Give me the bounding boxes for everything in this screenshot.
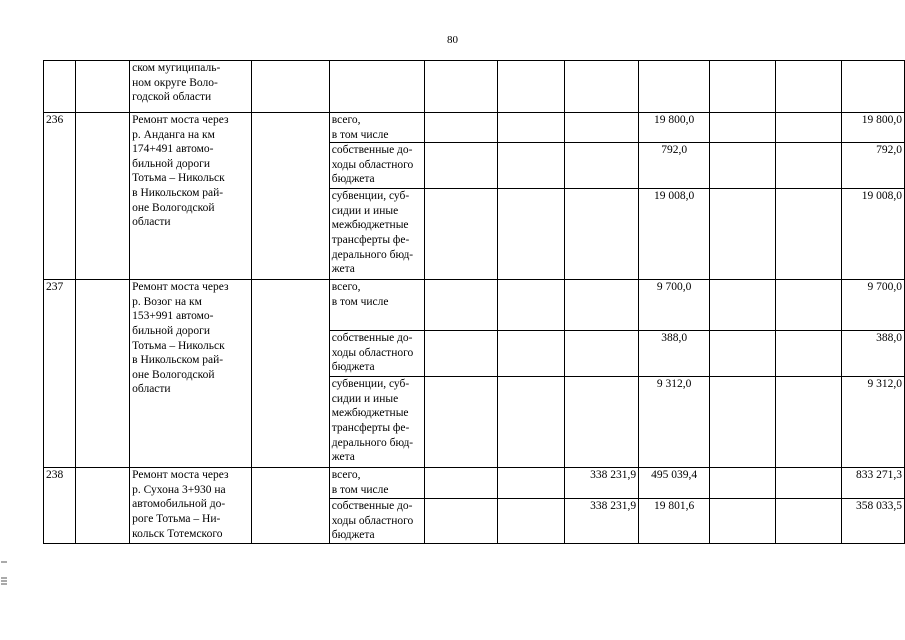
value-col9: 338 231,9: [565, 499, 639, 544]
table-body: [44, 61, 905, 544]
table-cell: [710, 280, 776, 331]
value-total: 792,0: [842, 143, 905, 189]
table-cell: [497, 189, 565, 280]
table-cell: [76, 280, 130, 468]
table-cell: [497, 61, 565, 113]
funding-source: собственные до- ходы областного бюджета: [329, 499, 425, 544]
table-cell: [44, 61, 76, 113]
continued-object-name: ском мугиципаль- ном округе Воло- годской области: [130, 61, 252, 113]
table-cell: [251, 468, 329, 544]
table-cell: [425, 468, 497, 499]
table-cell: [497, 143, 565, 189]
table-cell: [425, 280, 497, 331]
table-row: [44, 61, 905, 113]
funding-source: всего, в том числе: [329, 280, 425, 331]
table-cell: [76, 113, 130, 280]
table-cell: [710, 331, 776, 377]
value-col10: 9 312,0: [639, 377, 710, 468]
table-cell: [497, 377, 565, 468]
funding-source: субвенции, суб- сидии и иные межбюджетные трансферты фе- дерального бюд- жета: [329, 189, 425, 280]
table-cell: [710, 189, 776, 280]
table-cell: [776, 143, 842, 189]
value-total: 19 008,0: [842, 189, 905, 280]
table-cell: [710, 113, 776, 143]
table-cell: [425, 189, 497, 280]
row-number: 237: [44, 280, 76, 468]
table-cell: [76, 468, 130, 544]
table-cell: [497, 280, 565, 331]
table-cell: [842, 61, 905, 113]
table-cell: [329, 61, 425, 113]
table-cell: [251, 280, 329, 468]
funding-source: всего, в том числе: [329, 468, 425, 499]
table-cell: [251, 113, 329, 280]
table-cell: [776, 468, 842, 499]
funding-source: всего, в том числе: [329, 113, 425, 143]
value-col9: [565, 377, 639, 468]
value-col10: 9 700,0: [639, 280, 710, 331]
value-col10: 19 801,6: [639, 499, 710, 544]
table-cell: [776, 189, 842, 280]
table-cell: [776, 61, 842, 113]
value-total: 388,0: [842, 331, 905, 377]
table-cell: [497, 113, 565, 143]
value-col10: 495 039,4: [639, 468, 710, 499]
object-name: Ремонт моста через р. Сухона 3+930 на автомобильной до- роге Тотьма – Ни- кольск Тотемского: [130, 468, 252, 544]
row-number: 238: [44, 468, 76, 544]
table-cell: [710, 468, 776, 499]
table-row: [44, 113, 905, 143]
value-total: 9 700,0: [842, 280, 905, 331]
value-col9: [565, 280, 639, 331]
value-col10: 19 800,0: [639, 113, 710, 143]
value-col10: 792,0: [639, 143, 710, 189]
value-col9: [565, 189, 639, 280]
table-cell: [776, 499, 842, 544]
table-cell: [76, 61, 130, 113]
object-name: Ремонт моста через р. Возог на км 153+991 автомо- бильной дороги Тотьма – Никольск в Никольском рай- оне Вологодской области: [130, 280, 252, 468]
table-cell: [710, 143, 776, 189]
table-cell: [497, 331, 565, 377]
table-cell: [776, 280, 842, 331]
value-col9: [565, 331, 639, 377]
table-row: [44, 280, 905, 331]
table-row: [44, 468, 905, 499]
table-cell: [425, 377, 497, 468]
table-cell: [776, 377, 842, 468]
budget-table: [43, 60, 905, 544]
table-cell: [565, 61, 639, 113]
table-cell: [639, 61, 710, 113]
table-cell: [425, 113, 497, 143]
page-number: 80: [447, 34, 458, 46]
value-col9: [565, 143, 639, 189]
value-col10: 19 008,0: [639, 189, 710, 280]
table-cell: [251, 61, 329, 113]
value-total: 833 271,3: [842, 468, 905, 499]
funding-source: собственные до- ходы областного бюджета: [329, 143, 425, 189]
value-col9: [565, 113, 639, 143]
table-cell: [710, 61, 776, 113]
table-cell: [497, 499, 565, 544]
table-cell: [425, 61, 497, 113]
value-total: 9 312,0: [842, 377, 905, 468]
funding-source: субвенции, суб- сидии и иные межбюджетные трансферты фе- дерального бюд- жета: [329, 377, 425, 468]
table-cell: [425, 499, 497, 544]
table-cell: [497, 468, 565, 499]
value-total: 358 033,5: [842, 499, 905, 544]
margin-mark: [0, 560, 8, 588]
row-number: 236: [44, 113, 76, 280]
value-total: 19 800,0: [842, 113, 905, 143]
value-col10: 388,0: [639, 331, 710, 377]
value-col9: 338 231,9: [565, 468, 639, 499]
table-cell: [776, 331, 842, 377]
object-name: Ремонт моста через р. Анданга на км 174+491 автомо- бильной дороги Тотьма – Никольск в Никольском рай- оне Вологодской области: [130, 113, 252, 280]
table-cell: [425, 331, 497, 377]
table-cell: [776, 113, 842, 143]
table-cell: [710, 377, 776, 468]
table-cell: [425, 143, 497, 189]
table-cell: [710, 499, 776, 544]
funding-source: собственные до- ходы областного бюджета: [329, 331, 425, 377]
